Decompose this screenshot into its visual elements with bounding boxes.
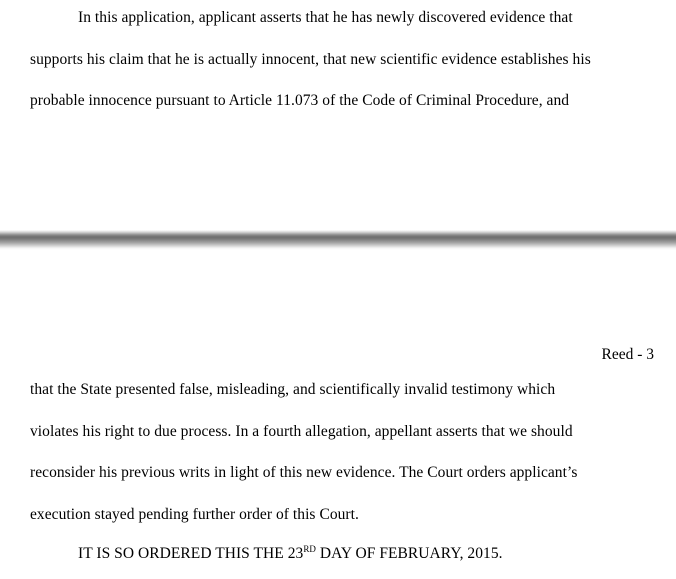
page-header: Reed - 3 (601, 346, 654, 363)
paragraph-line-5: violates his right to due process. In a fourth allegation, appellant asserts that we should (30, 423, 573, 440)
paragraph-line-2: supports his claim that he is actually innocent, that new scientific evidence establishes his (30, 51, 591, 68)
paragraph-line-3: probable innocence pursuant to Article 11.073 of the Code of Criminal Procedure, and (30, 92, 570, 109)
order-suffix: DAY OF FEBRUARY, 2015. (315, 545, 503, 562)
order-prefix: IT IS SO ORDERED THIS THE 23 (78, 545, 304, 562)
paragraph-line-7: execution stayed pending further order of this Court. (30, 506, 359, 523)
page-separator (0, 230, 676, 250)
paragraph-line-6: reconsider his previous writs in light of this new evidence. The Court orders applicant’s (30, 464, 578, 481)
order-line (78, 544, 503, 564)
order-superscript: RD (303, 544, 316, 554)
paragraph-line-4: that the State presented false, misleading, and scientifically invalid testimony which (30, 381, 556, 398)
paragraph-line-1: In this application, applicant asserts that he has newly discovered evidence that (78, 9, 573, 26)
